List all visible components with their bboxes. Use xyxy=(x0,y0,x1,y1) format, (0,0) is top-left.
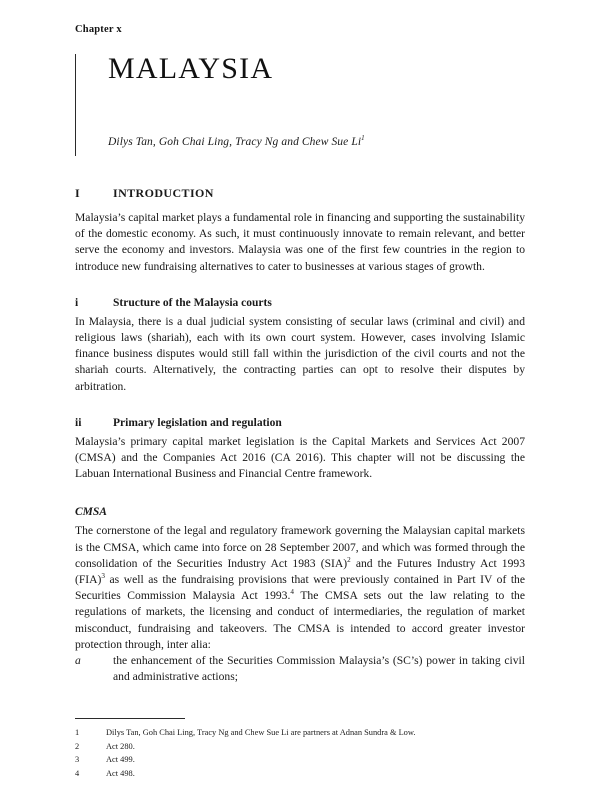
paragraph-cmsa xyxy=(75,523,525,653)
cmsa-text-part1: The cornerstone of the legal and regulatory framework governing the Malaysian capital markets is the CMSA, which came into force on 28 September 2007, and which was formed through the consolidation of the Securities Industry Act 1983 (SIA) xyxy=(75,524,525,570)
authors-names: Dilys Tan, Goh Chai Ling, Tracy Ng and Chew Sue Li xyxy=(108,136,362,148)
authors-line xyxy=(108,136,365,148)
section-heading-courts xyxy=(75,297,525,309)
footnote-text: Act 499. xyxy=(106,755,135,764)
footnote-marker-scma: 4 xyxy=(290,588,294,597)
footnote-separator-rule xyxy=(75,718,185,719)
footnote-number: 3 xyxy=(75,755,80,764)
list-item-marker: a xyxy=(75,654,81,668)
subsection-title: Structure of the Malaysia courts xyxy=(113,296,272,309)
footnote-text: Act 498. xyxy=(106,768,135,778)
footnote-number: 2 xyxy=(75,741,80,751)
chapter-label: Chapter x xyxy=(75,24,122,35)
subsection-title: Primary legislation and regulation xyxy=(113,416,282,429)
footnote-number: 1 xyxy=(75,728,80,737)
subsection-number: i xyxy=(75,296,79,309)
footnote-number: 4 xyxy=(75,768,80,778)
authors-footnote-marker: 1 xyxy=(361,134,365,143)
cmsa-alpha-list xyxy=(75,653,525,685)
footnote-row xyxy=(75,767,525,781)
list-item xyxy=(75,653,525,685)
body-content xyxy=(75,186,525,687)
spacer xyxy=(75,288,525,297)
page-title: MALAYSIA xyxy=(108,52,274,85)
spacer xyxy=(75,495,525,506)
paragraph-introduction: Malaysia’s capital market plays a fundamental role in financing and supporting the sustainability of the domestic economy. As such, it must continuously innovate to remain relevant, and better serve the economy and investors. Malaysia was one of the first few countries in the region to introduce new fundraising alternatives to cater to businesses at various stages of growth. xyxy=(75,211,525,273)
footnote-text: Act 280. xyxy=(106,741,135,751)
footnote-marker-fia: 3 xyxy=(101,572,105,581)
paragraph-legislation: Malaysia’s primary capital market legislation is the Capital Markets and Services Act 2007 (CMSA) and the Companies Act 2016 (CA 2016). This chapter will not be discussing the Labuan International Business and Financial Centre framework. xyxy=(75,434,525,481)
footnote-row xyxy=(75,740,525,754)
footnote-text: Dilys Tan, Goh Chai Ling, Tracy Ng and Chew Sue Li are partners at Adnan Sundra & Low. xyxy=(106,728,416,737)
cmsa-text-part4: The CMSA sets out the law relating to the regulations of markets, the licensing and conduct of intermediaries, the regulation of market misconduct, fundraising and takeovers. The CMSA is intended to accord greater investor protection through, inter alia: xyxy=(75,589,525,651)
cmsa-text-part3: as well as the fundraising provisions that were previously contained in Part IV of the Securities Commission Malaysia Act 1993. xyxy=(75,573,525,603)
spacer xyxy=(75,408,525,417)
section-number: I xyxy=(75,186,81,200)
paragraph-courts: In Malaysia, there is a dual judicial system consisting of secular laws (criminal and civil) and religious laws (shariah), each with its own court system. However, cases involving Islamic finance business disputes would still fall within the jurisdiction of the civil courts and not the shariah courts. Alternatively, the contracting parties can opt to resolve their disputes by arbitration. xyxy=(75,314,525,393)
list-item-text: the enhancement of the Securities Commission Malaysia’s (SC’s) power in taking civil and administrative actions; xyxy=(113,654,525,684)
footnote-row xyxy=(75,726,525,740)
section-title: INTRODUCTION xyxy=(113,186,214,200)
footnote-marker-sia: 2 xyxy=(347,555,351,564)
section-heading-cmsa: CMSA xyxy=(75,506,107,519)
footnotes-block xyxy=(75,718,525,780)
cmsa-text-part2: and the Futures Industry Act 1993 (FIA) xyxy=(75,556,525,587)
section-heading-legislation xyxy=(75,417,525,429)
section-heading-introduction xyxy=(75,186,525,201)
subsection-number: ii xyxy=(75,416,82,429)
footnote-row xyxy=(75,753,525,767)
title-vertical-rule xyxy=(75,54,76,156)
title-block xyxy=(75,52,525,156)
